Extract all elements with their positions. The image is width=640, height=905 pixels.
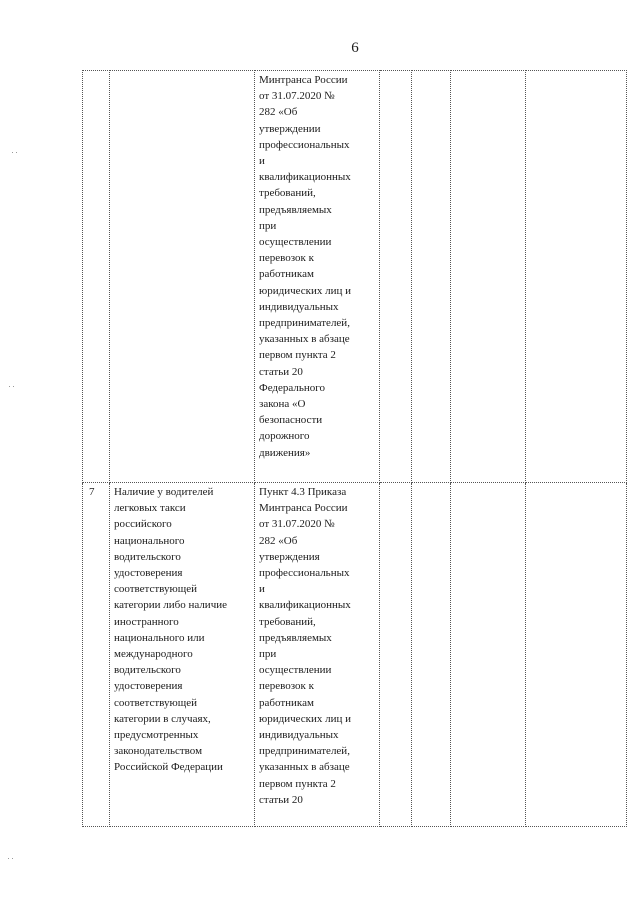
cell-text-line: движения» bbox=[259, 446, 311, 459]
cell-text-line: требований, bbox=[259, 615, 316, 628]
cell-text-line: Минтранса России bbox=[259, 74, 348, 86]
cell-text-line: Российской Федерации bbox=[114, 761, 223, 774]
cell-text-line: первом пункта 2 bbox=[259, 349, 336, 362]
table-row bbox=[83, 483, 627, 827]
cell-text-line: безопасности bbox=[259, 414, 323, 427]
cell-text-line: квалификационных bbox=[259, 599, 351, 612]
cell-text-line: указанных в абзаце bbox=[259, 333, 350, 346]
cell-text-line: утверждения bbox=[259, 550, 320, 563]
legal-basis-cell bbox=[255, 483, 380, 827]
answer-no-cell bbox=[412, 71, 451, 483]
cell-text-line: предъявляемых bbox=[259, 203, 332, 216]
cell-text-line: работникам bbox=[259, 268, 314, 281]
cell-text-line: предпринимателей, bbox=[259, 317, 350, 330]
cell-text-line: национального bbox=[114, 534, 185, 547]
answer-yes-cell bbox=[380, 71, 412, 483]
cell-text-line: законодательством bbox=[114, 745, 203, 758]
cell-text-line: международного bbox=[114, 648, 193, 661]
cell-text-line: удостоверения bbox=[114, 567, 183, 580]
answer-no-cell bbox=[412, 483, 451, 827]
cell-text-line: водительского bbox=[114, 550, 181, 563]
cell-text-line: удостоверения bbox=[114, 680, 183, 693]
cell-text-line: статьи 20 bbox=[259, 365, 303, 378]
not-applicable-cell bbox=[451, 483, 526, 827]
cell-text-line: соответствующей bbox=[114, 696, 197, 709]
cell-text-line: юридических лиц и bbox=[259, 712, 352, 725]
cell-text-line: при bbox=[259, 219, 277, 232]
cell-text-line: первом пункта 2 bbox=[259, 777, 336, 790]
note-cell bbox=[526, 71, 627, 483]
cell-text-line: легковых такси bbox=[114, 502, 186, 515]
scan-speck bbox=[13, 386, 14, 387]
cell-text-line: утверждении bbox=[259, 122, 321, 135]
cell-text-line: от 31.07.2020 № bbox=[259, 90, 335, 103]
scan-speck bbox=[16, 152, 17, 153]
requirement-cell bbox=[110, 71, 255, 483]
cell-text-line: национального или bbox=[114, 631, 205, 644]
cell-text-line: категории либо наличие bbox=[114, 599, 227, 612]
legal-basis-cell bbox=[255, 71, 380, 483]
cell-text-line: работникам bbox=[259, 696, 314, 709]
cell-text-line: предусмотренных bbox=[114, 729, 199, 742]
cell-text-line: указанных в абзаце bbox=[259, 761, 350, 774]
page-number: 6 bbox=[351, 40, 359, 56]
cell-text-line: соответствующей bbox=[114, 583, 197, 596]
cell-text-line: 282 «Об bbox=[259, 534, 298, 547]
cell-text-line: закона «О bbox=[259, 398, 306, 411]
cell-text-line: осуществлении bbox=[259, 664, 332, 677]
cell-text-line: при bbox=[259, 648, 277, 661]
cell-text-line: перевозок к bbox=[259, 680, 314, 693]
cell-text-line: от 31.07.2020 № bbox=[259, 518, 335, 531]
cell-text-line: Минтранса России bbox=[259, 502, 348, 515]
cell-text-line: осуществлении bbox=[259, 236, 332, 249]
scan-speck bbox=[8, 858, 9, 859]
table-row bbox=[83, 71, 627, 483]
cell-text-line: российского bbox=[114, 518, 172, 531]
cell-text-line: 282 «Об bbox=[259, 106, 298, 119]
cell-text-line: предпринимателей, bbox=[259, 745, 350, 758]
cell-text-line: иностранного bbox=[114, 615, 179, 628]
cell-text-line: профессиональных bbox=[259, 567, 350, 580]
cell-text-line: водительского bbox=[114, 664, 181, 677]
cell-text-line: и bbox=[259, 155, 265, 168]
cell-text-line: и bbox=[259, 583, 265, 596]
cell-text-line: статьи 20 bbox=[259, 793, 303, 806]
answer-yes-cell bbox=[380, 483, 412, 827]
cell-text-line: предъявляемых bbox=[259, 631, 332, 644]
cell-text-line: индивидуальных bbox=[259, 729, 339, 742]
row-number-cell bbox=[83, 71, 110, 483]
cell-text-line: профессиональных bbox=[259, 138, 350, 151]
not-applicable-cell bbox=[451, 71, 526, 483]
scan-speck bbox=[9, 386, 10, 387]
cell-text-line: индивидуальных bbox=[259, 300, 339, 313]
cell-text-line: Пункт 4.3 Приказа bbox=[259, 486, 347, 498]
requirement-cell bbox=[110, 483, 255, 827]
inspection-table bbox=[82, 70, 627, 827]
cell-text-line: Федерального bbox=[259, 381, 326, 394]
row-number-cell: 7 bbox=[83, 483, 110, 827]
cell-text-line: квалификационных bbox=[259, 171, 351, 184]
scan-speck bbox=[12, 858, 13, 859]
cell-text-line: категории в случаях, bbox=[114, 712, 211, 725]
note-cell bbox=[526, 483, 627, 827]
scan-speck bbox=[12, 152, 13, 153]
cell-text-line: Наличие у водителей bbox=[114, 486, 214, 498]
cell-text-line: требований, bbox=[259, 187, 316, 200]
cell-text-line: дорожного bbox=[259, 430, 310, 443]
cell-text-line: юридических лиц и bbox=[259, 284, 352, 297]
cell-text-line: перевозок к bbox=[259, 252, 314, 265]
